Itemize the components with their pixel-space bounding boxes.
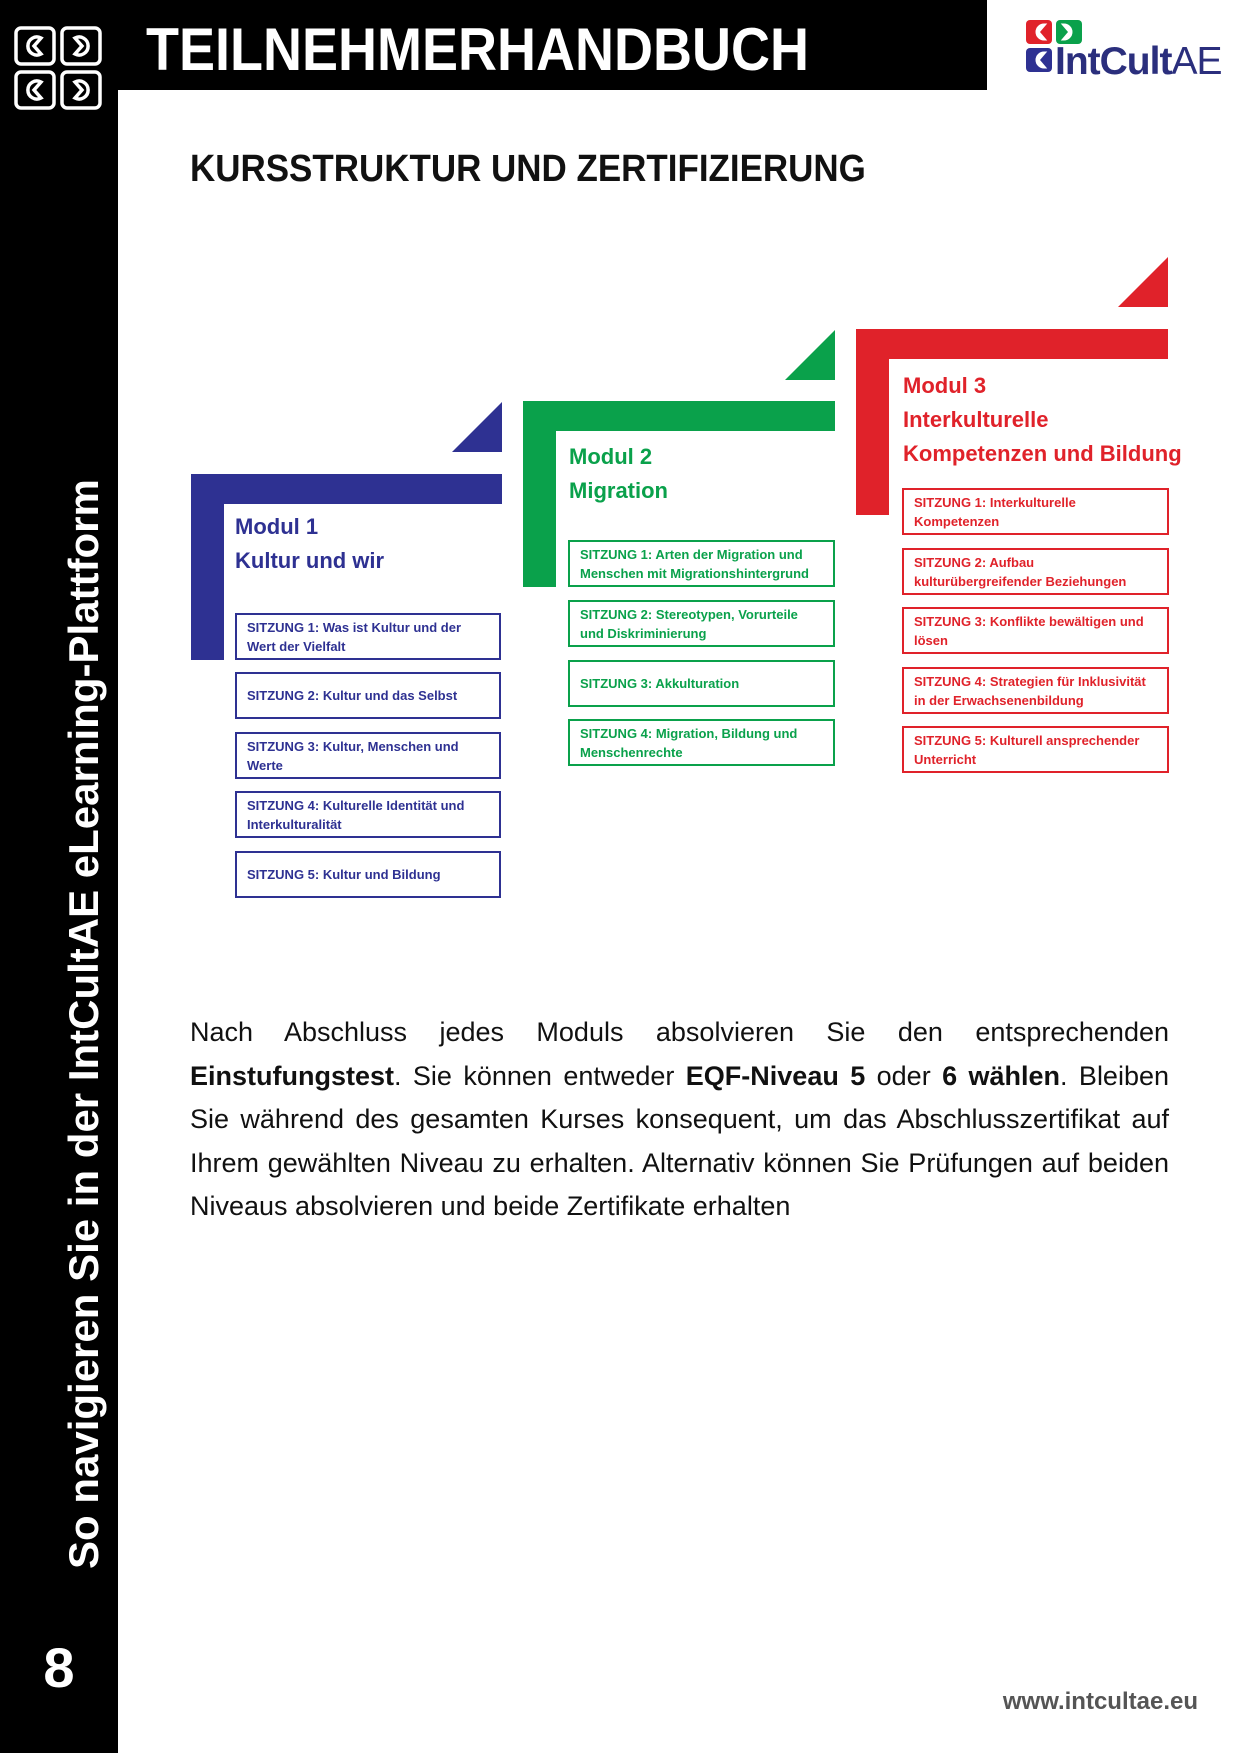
module-1-session-5: SITZUNG 5: Kultur und Bildung: [235, 851, 501, 898]
module-1-session-2: SITZUNG 2: Kultur und das Selbst: [235, 672, 501, 719]
module-3-frame-left: [856, 329, 889, 515]
module-3-session-1: SITZUNG 1: Interkulturelle Kompetenzen: [902, 488, 1169, 535]
module-2-frame-left: [523, 401, 556, 587]
header-title: TEILNEHMERHANDBUCH: [146, 16, 809, 83]
module-1-title: Modul 1 Kultur und wir: [235, 514, 385, 573]
module-1-frame-top: [191, 474, 502, 504]
module-1-frame-left: [191, 474, 224, 660]
page-number: 8: [43, 1636, 75, 1699]
module-1-session-3: SITZUNG 3: Kultur, Menschen und Werte: [235, 732, 501, 779]
module-2-frame-top: [523, 401, 835, 431]
module-3-triangle: [1118, 257, 1168, 307]
body-paragraph: Nach Abschluss jedes Moduls absolvieren Sie den entsprechenden Einstufungstest. Sie können entweder EQF-Niveau 5 oder 6 wählen. Bleiben Sie während des gesamten Kurses konsequent, um das Abschlusszertifikat auf Ihrem gewählten Niveau zu erhalten. Alternativ können Sie Prüfungen auf beiden Niveaus absolvieren und beide Zertifikate erhalten: [190, 1017, 1170, 1221]
module-2-triangle: [785, 330, 835, 380]
module-1-triangle: [452, 402, 502, 452]
module-3-session-5: SITZUNG 5: Kulturell ansprechender Unterricht: [902, 726, 1169, 773]
module-3-frame-top: [856, 329, 1168, 359]
sidebar-vertical-title: So navigieren Sie in der IntCultAE eLearning-Plattform: [60, 479, 107, 1569]
module-1-session-4: SITZUNG 4: Kulturelle Identität und Interkulturalität: [235, 791, 501, 838]
module-2-session-2: SITZUNG 2: Stereotypen, Vorurteile und Diskriminierung: [568, 600, 835, 647]
module-2-session-1: SITZUNG 1: Arten der Migration und Menschen mit Migrationshintergrund: [568, 540, 835, 587]
module-2-session-4: SITZUNG 4: Migration, Bildung und Menschenrechte: [568, 719, 835, 766]
corner-logo-icon: [14, 26, 104, 116]
module-3-title: Modul 3 Interkulturelle Kompetenzen und Bildung: [903, 373, 1182, 466]
footer-url[interactable]: www.intcultae.eu: [1002, 1688, 1198, 1715]
module-2-title: Modul 2 Migration: [569, 444, 668, 503]
logo-text: IntCultAE: [1055, 40, 1222, 83]
module-3-session-4: SITZUNG 4: Strategien für Inklusivität in der Erwachsenenbildung: [902, 667, 1169, 714]
module-1-session-1: SITZUNG 1: Was ist Kultur und der Wert der Vielfalt: [235, 613, 501, 660]
module-2-session-3: SITZUNG 3: Akkulturation: [568, 660, 835, 707]
module-3-session-2: SITZUNG 2: Aufbau kulturübergreifender Beziehungen: [902, 548, 1169, 595]
module-3-session-3: SITZUNG 3: Konflikte bewältigen und lösen: [902, 607, 1169, 654]
section-title: KURSSTRUKTUR UND ZERTIFIZIERUNG: [190, 148, 866, 190]
